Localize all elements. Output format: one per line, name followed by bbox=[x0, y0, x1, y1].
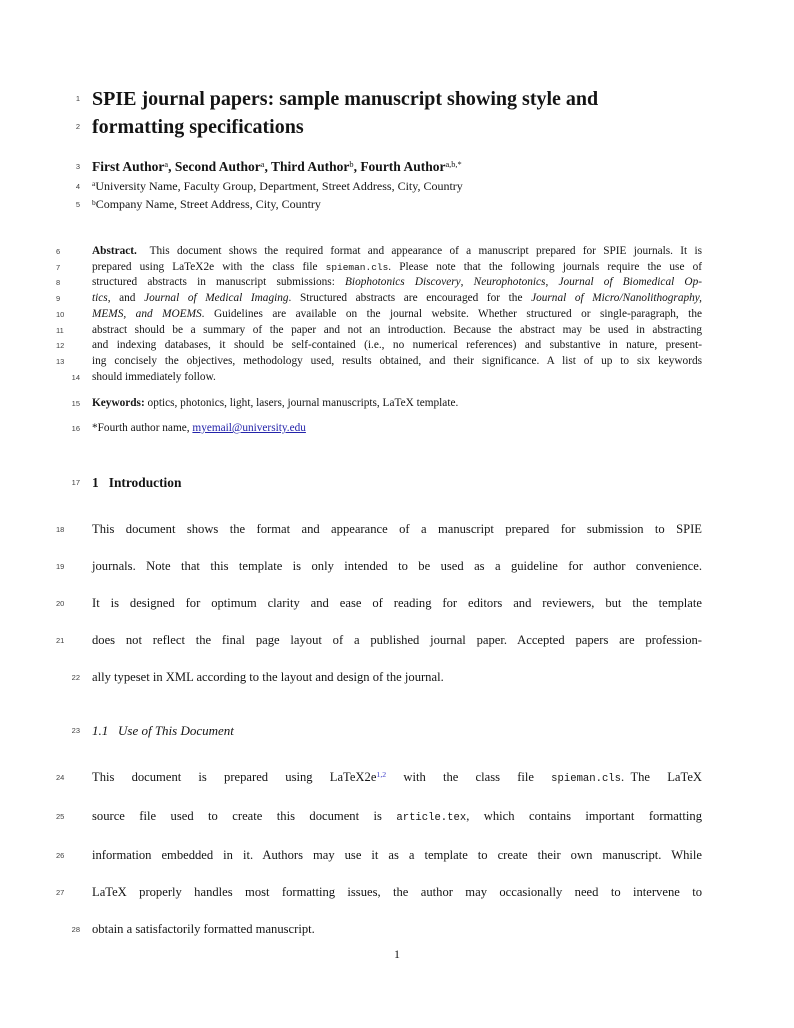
line-number: 8 bbox=[56, 278, 61, 288]
line-text bbox=[92, 670, 444, 684]
line-number: 5 bbox=[75, 200, 80, 209]
text-line bbox=[56, 837, 702, 874]
text-segment: prepared using LaTeX2e with the class file bbox=[92, 260, 326, 273]
text-segment: Neurophotonics bbox=[473, 276, 546, 289]
author-list bbox=[75, 158, 702, 215]
text-segment: , which contains important formatting bbox=[466, 809, 702, 823]
text-segment: This document shows the format and appearance of a manuscript prepared for submission to SPIE bbox=[92, 522, 702, 536]
text-segment: . Structured abstracts are encouraged for the bbox=[288, 292, 532, 305]
text-line bbox=[75, 113, 702, 141]
line-number: 22 bbox=[71, 673, 80, 682]
line-text bbox=[92, 422, 306, 434]
line-text bbox=[92, 159, 462, 174]
line-number: 4 bbox=[75, 181, 80, 191]
text-segment: University Name, Faculty Group, Department, Street Address, City, Country bbox=[95, 178, 463, 193]
text-line bbox=[71, 370, 702, 386]
line-number: 2 bbox=[75, 122, 80, 131]
text-segment: 1 Introduction bbox=[92, 475, 182, 490]
keywords-line bbox=[71, 396, 702, 412]
text-line bbox=[56, 291, 702, 307]
text-segment: a bbox=[92, 179, 96, 189]
text-line bbox=[71, 722, 702, 740]
line-number: 20 bbox=[56, 599, 65, 608]
text-line bbox=[75, 196, 702, 215]
line-text bbox=[92, 922, 315, 936]
section-heading-introduction bbox=[71, 474, 702, 492]
line-text bbox=[92, 475, 181, 490]
line-number: 14 bbox=[71, 372, 80, 382]
line-text bbox=[92, 633, 702, 647]
line-text bbox=[92, 809, 702, 823]
line-text bbox=[92, 596, 702, 610]
text-line bbox=[71, 659, 702, 696]
text-segment: LaTeX properly handles most formatting issues, the author may occasionally need to intervene to bbox=[92, 885, 702, 899]
line-number: 21 bbox=[56, 636, 65, 645]
paper-title bbox=[75, 85, 702, 141]
line-number: 28 bbox=[71, 925, 80, 934]
text-line bbox=[56, 244, 702, 260]
text-segment: a bbox=[260, 160, 265, 170]
text-line bbox=[56, 275, 702, 291]
line-number: 19 bbox=[56, 562, 65, 571]
text-segment: spieman.cls bbox=[325, 261, 389, 273]
line-number: 7 bbox=[56, 262, 61, 272]
line-text bbox=[92, 245, 702, 257]
text-segment: source file used to create this document is bbox=[92, 809, 397, 823]
text-segment: a bbox=[164, 160, 169, 170]
text-line bbox=[56, 307, 702, 323]
line-number: 25 bbox=[56, 812, 65, 821]
line-text bbox=[92, 355, 702, 367]
text-segment: *Fourth author name, bbox=[92, 422, 193, 434]
text-segment: spieman.cls bbox=[551, 773, 621, 785]
line-text bbox=[92, 276, 702, 288]
text-segment: article.tex bbox=[396, 812, 467, 824]
text-segment: . Please note that the following journals require the use of bbox=[388, 260, 702, 273]
page-number: 1 bbox=[394, 947, 400, 961]
line-number: 1 bbox=[75, 94, 80, 103]
text-segment: with the class file bbox=[386, 770, 552, 784]
line-number: 26 bbox=[56, 851, 65, 860]
line-text bbox=[92, 308, 702, 320]
text-segment: This document is prepared using LaTeX2e bbox=[92, 770, 377, 784]
email-link[interactable]: myemail@university.edu bbox=[192, 422, 306, 434]
line-text bbox=[92, 770, 702, 784]
line-number: 24 bbox=[56, 773, 65, 782]
line-number: 13 bbox=[56, 356, 65, 366]
text-line bbox=[75, 178, 702, 197]
line-number: 23 bbox=[71, 726, 80, 735]
subsection-heading-use-of-this-document bbox=[71, 722, 702, 740]
text-segment: 1.1 Use of This Document bbox=[92, 723, 234, 738]
line-number: 3 bbox=[75, 162, 80, 171]
line-number: 9 bbox=[56, 294, 61, 304]
text-segment: . The LaTeX bbox=[621, 770, 702, 784]
line-number: 27 bbox=[56, 888, 65, 897]
citation-link[interactable]: 1,2 bbox=[376, 770, 387, 780]
introduction-paragraph bbox=[56, 511, 702, 696]
text-segment: should immediately follow. bbox=[92, 370, 216, 383]
text-segment: optics, photonics, light, lasers, journal manuscripts, LaTeX template. bbox=[144, 397, 459, 409]
text-segment: Journal of Micro/Nanolithography, bbox=[531, 292, 702, 305]
line-text bbox=[92, 522, 702, 536]
line-number: 11 bbox=[56, 325, 64, 335]
text-segment: Journal of Biomedical Op- bbox=[558, 276, 702, 289]
text-segment: , bbox=[460, 276, 474, 289]
text-segment: Journal of Medical Imaging bbox=[144, 292, 289, 305]
line-text bbox=[92, 559, 702, 573]
text-line bbox=[71, 911, 702, 948]
text-line bbox=[75, 85, 702, 113]
text-segment: does not reflect the final page layout of a published journal paper. Accepted papers are profession- bbox=[92, 633, 702, 647]
text-segment: information embedded in it. Authors may use it as a template to create their own manuscript. While bbox=[92, 848, 702, 862]
line-text bbox=[92, 292, 702, 304]
line-text bbox=[92, 116, 304, 138]
text-segment: b bbox=[349, 160, 354, 170]
line-text bbox=[92, 885, 702, 899]
text-segment: abstract should be a summary of the paper and not an introduction. Because the abstract may be used in abstracting bbox=[92, 323, 702, 336]
text-segment: obtain a satisfactorily formatted manuscript. bbox=[92, 922, 315, 936]
text-segment: , Second Author bbox=[168, 159, 261, 174]
text-segment: Abstract. bbox=[92, 245, 137, 257]
text-segment: , and bbox=[107, 292, 145, 305]
abstract bbox=[56, 244, 702, 385]
author-footnote bbox=[71, 421, 702, 437]
text-line bbox=[75, 158, 702, 178]
text-segment: First Author bbox=[92, 159, 165, 174]
text-segment: tics bbox=[92, 292, 108, 305]
text-line bbox=[56, 338, 702, 354]
text-segment: SPIE journal papers: sample manuscript showing style and bbox=[92, 88, 599, 110]
text-line bbox=[56, 548, 702, 585]
line-number: 6 bbox=[56, 247, 61, 256]
text-line bbox=[56, 622, 702, 659]
line-text bbox=[92, 339, 702, 351]
text-segment: ing concisely the objectives, methodology used, results obtained, and their significance. A list of up to six keywords bbox=[92, 354, 702, 367]
text-segment: formatting specifications bbox=[92, 116, 304, 138]
text-line bbox=[56, 323, 702, 339]
text-segment: Company Name, Street Address, City, Country bbox=[95, 197, 321, 211]
text-segment: . Guidelines are available on the journal website. Whether structured or single-paragraph, the bbox=[201, 307, 702, 320]
text-segment: journals. Note that this template is only intended to be used as a guideline for author convenience. bbox=[92, 559, 702, 573]
text-line bbox=[56, 511, 702, 548]
text-segment: structured abstracts in manuscript submissions: bbox=[92, 276, 346, 289]
line-text bbox=[92, 179, 463, 193]
line-number: 10 bbox=[56, 309, 65, 319]
text-line bbox=[56, 260, 702, 276]
text-segment: MEMS, and MOEMS bbox=[92, 307, 202, 320]
line-text bbox=[92, 371, 216, 383]
text-segment: and indexing databases, it should be self-contained (i.e., no numerical references) and substantive in nature, present- bbox=[92, 339, 702, 352]
text-segment: Biophotonics Discovery bbox=[345, 276, 461, 289]
text-segment: a,b,* bbox=[445, 160, 462, 170]
line-number: 18 bbox=[56, 525, 65, 534]
line-text bbox=[92, 848, 702, 862]
use-of-document-paragraph bbox=[56, 759, 702, 948]
line-number: 15 bbox=[71, 399, 80, 408]
line-text bbox=[92, 723, 234, 738]
text-line bbox=[71, 396, 702, 412]
text-line bbox=[56, 798, 702, 837]
text-segment: , Fourth Author bbox=[353, 159, 446, 174]
text-line bbox=[56, 874, 702, 911]
text-segment: This document shows the required format and appearance of a manuscript prepared for SPIE journals. It is bbox=[136, 245, 702, 257]
text-segment: , Third Author bbox=[264, 159, 350, 174]
line-text bbox=[92, 88, 598, 110]
text-segment: Keywords: bbox=[92, 397, 145, 409]
text-segment: , bbox=[545, 276, 559, 289]
line-number: 16 bbox=[71, 424, 80, 433]
line-text bbox=[92, 197, 321, 211]
text-line bbox=[71, 421, 702, 437]
text-segment: It is designed for optimum clarity and ease of reading for editors and reviewers, but the template bbox=[92, 596, 702, 610]
text-line bbox=[56, 759, 702, 798]
text-line bbox=[56, 354, 702, 370]
text-segment: b bbox=[92, 197, 96, 207]
text-segment: ally typeset in XML according to the layout and design of the journal. bbox=[92, 670, 444, 684]
line-number: 12 bbox=[56, 341, 65, 351]
line-text bbox=[92, 397, 458, 409]
text-line bbox=[56, 585, 702, 622]
line-number: 17 bbox=[71, 478, 80, 487]
line-text bbox=[92, 261, 702, 273]
text-line bbox=[71, 474, 702, 492]
line-text bbox=[92, 324, 702, 336]
